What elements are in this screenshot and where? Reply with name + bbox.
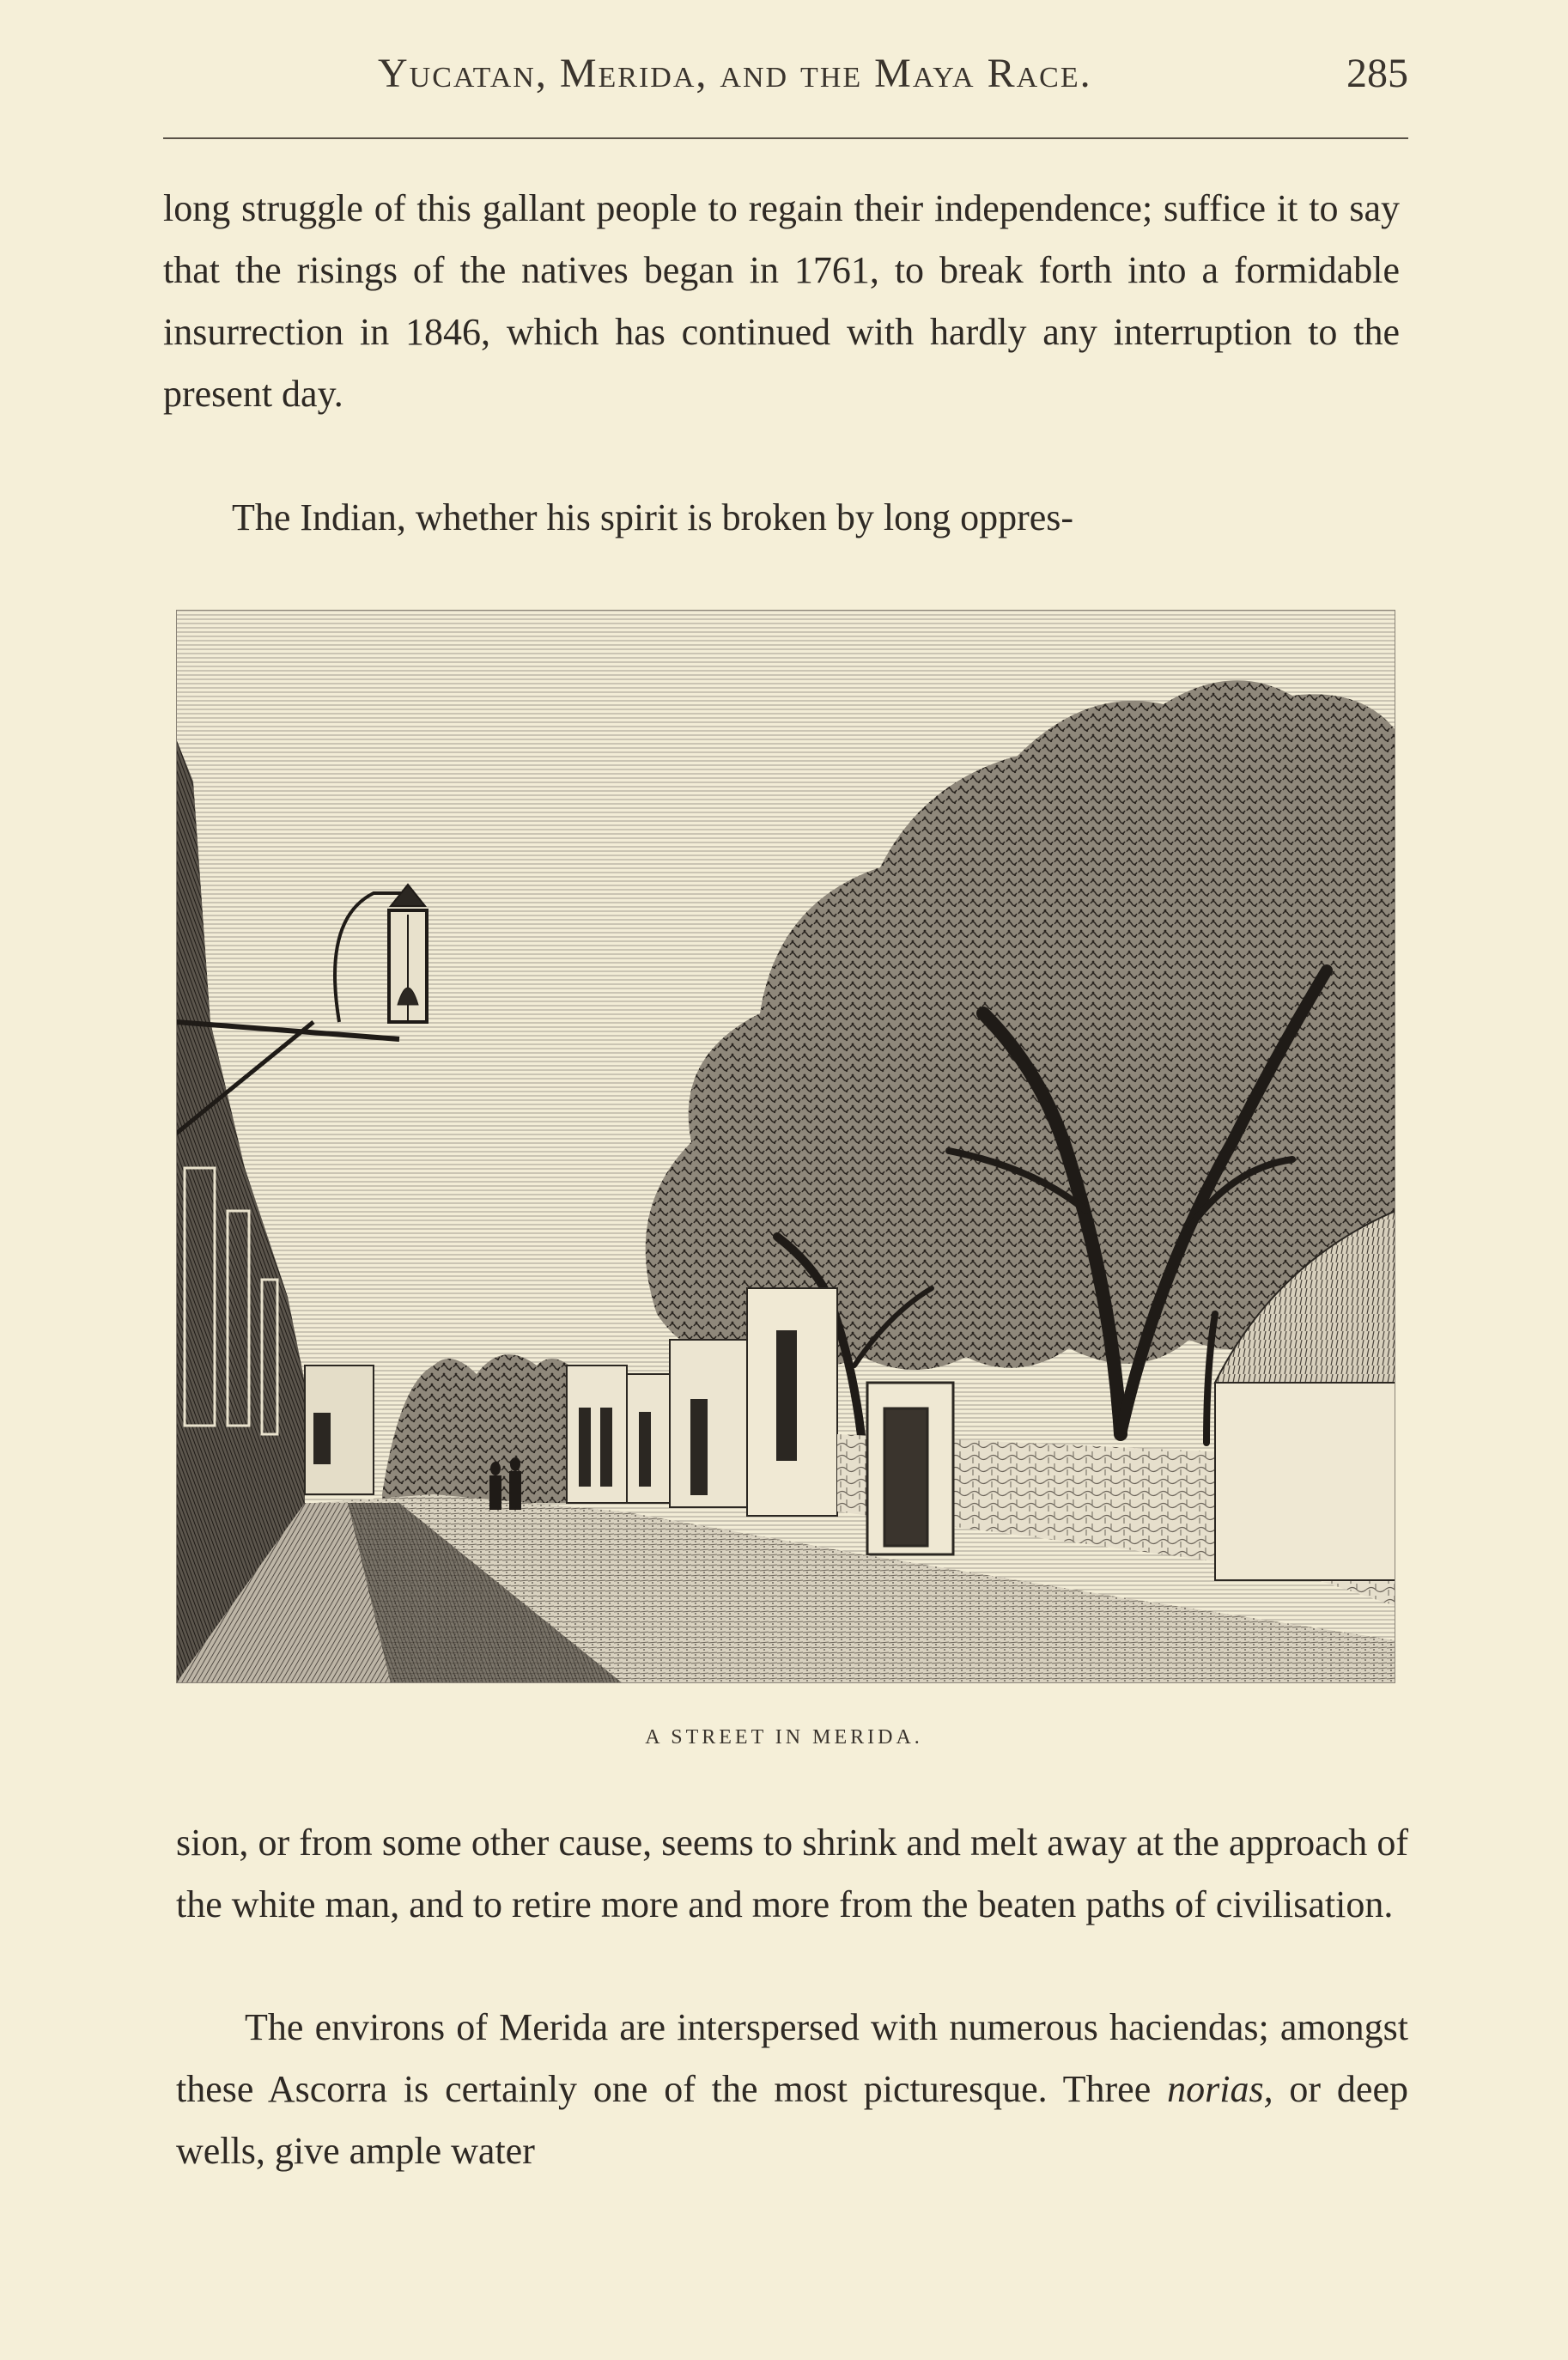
gate-pillar — [867, 1383, 953, 1554]
page-number: 285 — [1346, 51, 1408, 96]
running-title: Yucatan, Merida, and the Maya Race. — [378, 51, 1092, 96]
engraving-street-in-merida — [176, 610, 1395, 1683]
paragraph-1: long struggle of this gallant people to regain their independence; suffice it to say that the risings of the natives began in 1761, to break forth into a formidable insurrection in 1846, which has continued with hardly any interruption to the present day. — [163, 187, 1400, 415]
far-left-house-door — [313, 1413, 331, 1464]
paragraph-4-italic: norias, — [1167, 2068, 1273, 2110]
header-rule — [163, 137, 1408, 139]
paragraph-4 — [176, 1997, 1408, 2182]
paragraph-4-text: The environs of Merida are interspersed with numerous haciendas; amongst these Ascorra is certainly one of the most picturesque. Three — [176, 2006, 1408, 2110]
page-header — [163, 50, 1408, 110]
paragraph-4-tail: or deep wells, give ample water — [176, 2068, 1408, 2172]
paragraph-3: sion, or from some other cause, seems to shrink and melt away at the approach of the white man, and to retire more and more from the beaten paths of civilisation. — [176, 1822, 1408, 1925]
figure-caption: A STREET IN MERIDA. — [645, 1726, 923, 1749]
paragraph-2: The Indian, whether his spirit is broken by long oppres- — [232, 496, 1074, 538]
